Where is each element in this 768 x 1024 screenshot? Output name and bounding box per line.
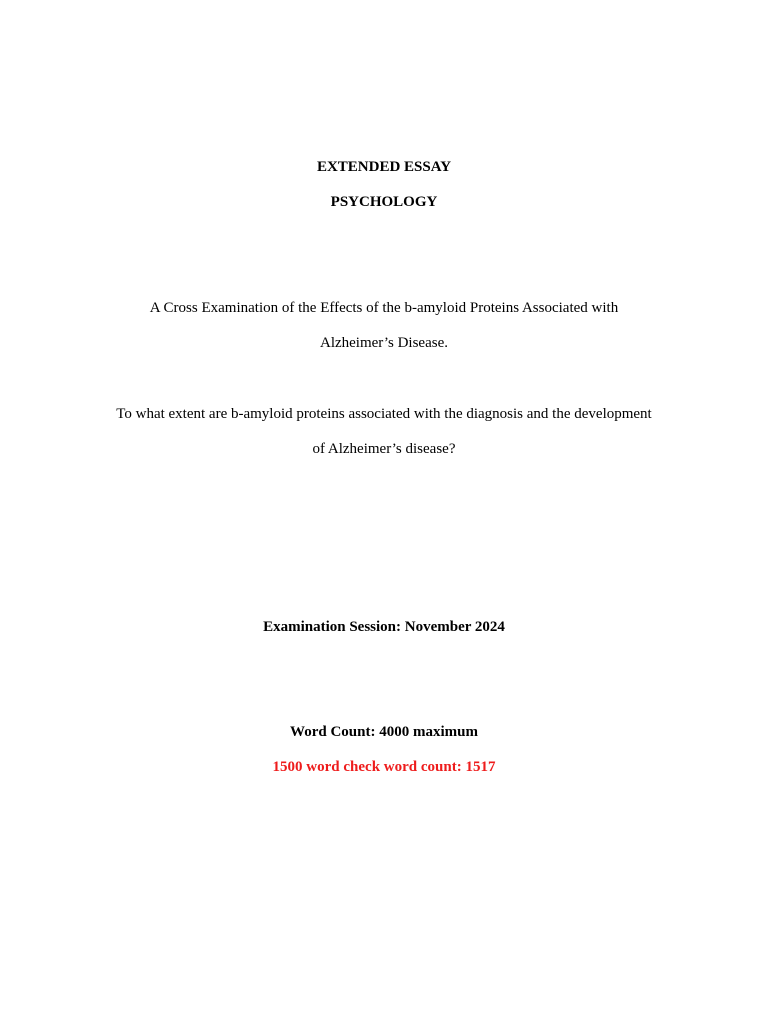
essay-heading: EXTENDED ESSAY <box>316 159 452 175</box>
title-line-2: Alzheimer’s Disease. <box>319 335 448 351</box>
title-line-1: A Cross Examination of the Effects of the b-amyloid Proteins Associated with <box>149 300 619 316</box>
research-question-line-1: To what extent are b-amyloid proteins associated with the diagnosis and the development <box>116 406 652 422</box>
subject-heading: PSYCHOLOGY <box>330 194 438 210</box>
word-count: Word Count: 4000 maximum <box>290 724 478 740</box>
research-question-line-2: of Alzheimer’s disease? <box>312 441 456 457</box>
examination-session: Examination Session: November 2024 <box>263 619 505 635</box>
word-check-count: 1500 word check word count: 1517 <box>272 759 496 775</box>
